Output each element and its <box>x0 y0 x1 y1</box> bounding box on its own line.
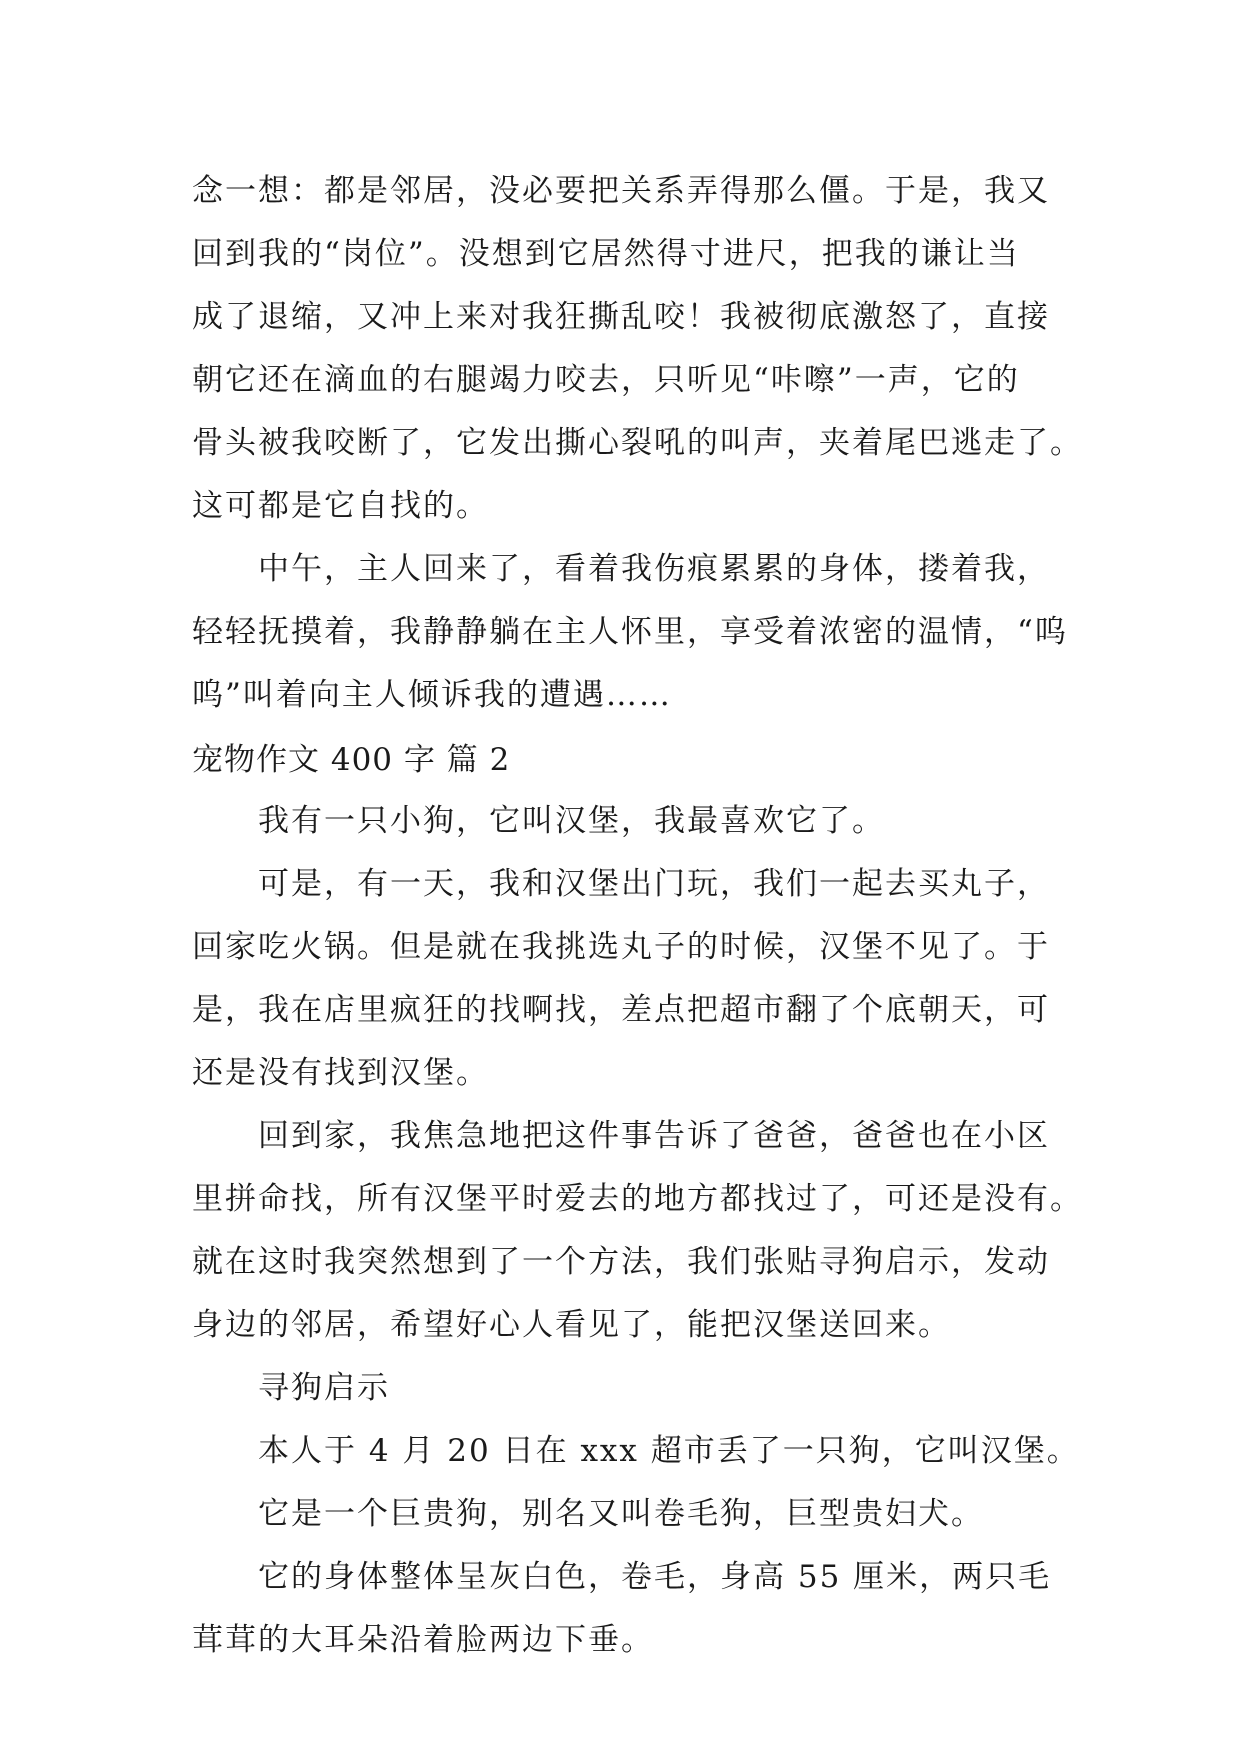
text-line: 身边的邻居，希望好心人看见了，能把汉堡送回来。 <box>192 1307 951 1343</box>
text-line: 还是没有找到汉堡。 <box>192 1055 489 1091</box>
notice-line: 本人于 4 月 20 日在 xxx 超市丢了一只狗，它叫汉堡。 <box>258 1433 1080 1469</box>
text-line: 回家吃火锅。但是就在我挑选丸子的时候，汉堡不见了。于 <box>192 929 1050 965</box>
text-line: 回到我的“岗位”。没想到它居然得寸进尺，把我的谦让当 <box>192 236 1020 272</box>
paragraph-home <box>192 1105 1083 1357</box>
text-line: 骨头被我咬断了，它发出撕心裂吼的叫声，夹着尾巴逃走了。 <box>192 425 1083 461</box>
text-line: 它的身体整体呈灰白色，卷毛，身高 55 厘米，两只毛 <box>258 1559 1052 1595</box>
text-line: 就在这时我突然想到了一个方法，我们张贴寻狗启示，发动 <box>192 1244 1050 1280</box>
text-line: 中午，主人回来了，看着我伤痕累累的身体，搂着我， <box>258 551 1050 587</box>
text-line: 茸茸的大耳朵沿着脸两边下垂。 <box>192 1622 654 1658</box>
text-line: 这可都是它自找的。 <box>192 488 489 524</box>
document-body <box>192 160 1083 1672</box>
text-line: 呜”叫着向主人倾诉我的遭遇…… <box>192 677 672 713</box>
paragraph-lost <box>192 853 1062 1105</box>
paragraph-continued <box>192 160 1083 538</box>
section-heading: 宠物作文 400 字 篇 2 <box>192 742 511 778</box>
paragraph-dog <box>192 790 1062 853</box>
paragraph-noon <box>192 538 1068 727</box>
paragraph-body <box>192 1546 1062 1672</box>
text-line: 轻轻抚摸着，我静静躺在主人怀里，享受着浓密的温情，“呜 <box>192 614 1068 650</box>
text-line: 念一想：都是邻居，没必要把关系弄得那么僵。于是，我又 <box>192 173 1050 209</box>
text-line: 成了退缩，又冲上来对我狂撕乱咬！我被彻底激怒了，直接 <box>192 299 1050 335</box>
text-line: 回到家，我焦急地把这件事告诉了爸爸，爸爸也在小区 <box>258 1118 1050 1154</box>
text-line: 朝它还在滴血的右腿竭力咬去，只听见“咔嚓”一声，它的 <box>192 362 1020 398</box>
text-line: 里拼命找，所有汉堡平时爱去的地方都找过了，可还是没有。 <box>192 1181 1083 1217</box>
notice-title: 寻狗启示 <box>258 1370 390 1406</box>
text-line: 我有一只小狗，它叫汉堡，我最喜欢它了。 <box>258 803 885 839</box>
text-line: 可是，有一天，我和汉堡出门玩，我们一起去买丸子， <box>258 866 1050 902</box>
notice-line: 它是一个巨贵狗，别名又叫卷毛狗，巨型贵妇犬。 <box>258 1496 984 1532</box>
text-line: 是，我在店里疯狂的找啊找，差点把超市翻了个底朝天，可 <box>192 992 1050 1028</box>
